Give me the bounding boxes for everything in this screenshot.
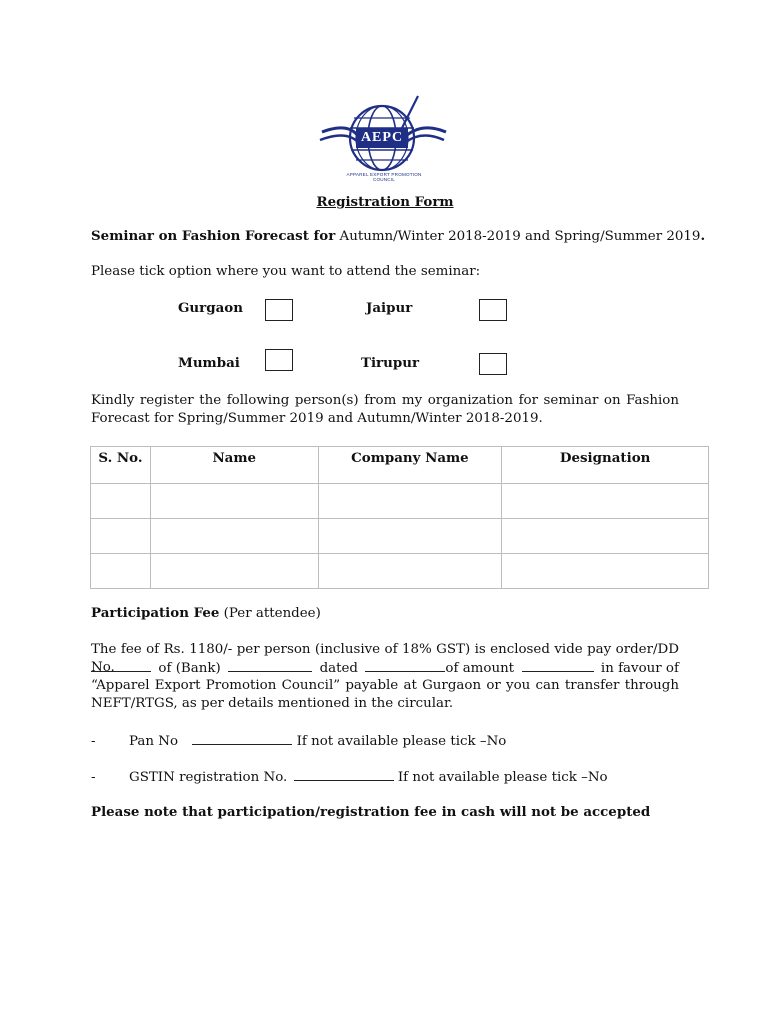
location-label-gurgaon: Gurgaon xyxy=(178,300,243,316)
cash-note: Please note that participation/registration fee in cash will not be accepted xyxy=(91,804,651,820)
fee-line-3: “Apparel Export Promotion Council” payable at Gurgaon or you can transfer through NEFT/RTGS, as per details mentioned in the circular. xyxy=(91,678,679,711)
table-cell[interactable] xyxy=(150,484,318,519)
table-row xyxy=(91,484,709,519)
jaipur-checkbox[interactable] xyxy=(479,299,507,321)
table-cell[interactable] xyxy=(502,519,709,554)
tirupur-checkbox[interactable] xyxy=(479,353,507,375)
seminar-line xyxy=(91,228,705,244)
of-amount-text: of amount xyxy=(445,661,515,676)
page-title: Registration Form xyxy=(316,194,454,210)
of-bank-text: of (Bank) xyxy=(158,661,221,676)
table-row xyxy=(91,519,709,554)
table-row xyxy=(91,554,709,589)
dated-text: dated xyxy=(319,661,358,676)
fee-line-1: The fee of Rs. 1180/- per person (inclusive of 18% GST) is enclosed vide pay order/DD No. xyxy=(91,642,679,675)
gstin-suffix: If not available please tick –No xyxy=(397,770,608,785)
pan-dash: - xyxy=(91,734,96,749)
pan-item xyxy=(91,732,506,749)
tick-instruction: Please tick option where you want to attend the seminar: xyxy=(91,264,481,279)
date-amount-group xyxy=(365,659,514,676)
seminar-label: Seminar on Fashion Forecast for xyxy=(91,228,336,244)
mumbai-checkbox[interactable] xyxy=(265,349,293,371)
in-favour-text: in favour of xyxy=(600,661,679,676)
header-name: Name xyxy=(150,447,318,484)
fee-heading: Participation Fee xyxy=(91,605,220,621)
date-field[interactable] xyxy=(365,659,445,672)
fee-line-2 xyxy=(91,659,679,677)
gstin-field[interactable] xyxy=(294,768,394,781)
gstin-item xyxy=(91,768,608,785)
amount-field[interactable] xyxy=(522,659,594,672)
table-cell[interactable] xyxy=(502,554,709,589)
table-header-row xyxy=(91,447,709,484)
bank-field[interactable] xyxy=(228,659,312,672)
pan-suffix: If not available please tick –No xyxy=(296,734,507,749)
seminar-end: . xyxy=(700,228,706,244)
location-label-mumbai: Mumbai xyxy=(178,355,240,371)
gstin-dash: - xyxy=(91,770,96,785)
table-cell[interactable] xyxy=(91,519,151,554)
table-cell[interactable] xyxy=(150,519,318,554)
gstin-label: GSTIN registration No. xyxy=(129,770,288,785)
logo-text: AEPC xyxy=(360,130,404,145)
aepc-logo xyxy=(318,92,450,188)
location-label-tirupur: Tirupur xyxy=(361,355,419,371)
logo-arc-text: APPAREL EXPORT PROMOTION COUNCIL xyxy=(346,172,422,182)
table-cell[interactable] xyxy=(91,554,151,589)
table-cell[interactable] xyxy=(91,484,151,519)
attendee-table xyxy=(90,446,709,589)
register-paragraph: Kindly register the following person(s) from my organization for seminar on Fashion Forecast for Spring/Summer 2019 and Autumn/Winter 2018-2019. xyxy=(91,393,679,426)
header-company-name: Company Name xyxy=(318,447,502,484)
dd-number-field[interactable] xyxy=(91,659,151,672)
header-sno: S. No. xyxy=(91,447,151,484)
fee-heading-line xyxy=(91,605,321,621)
table-cell[interactable] xyxy=(502,484,709,519)
table-cell[interactable] xyxy=(150,554,318,589)
seminar-text: Autumn/Winter 2018-2019 and Spring/Summer 2019 xyxy=(335,229,701,244)
table-cell[interactable] xyxy=(318,484,502,519)
location-label-jaipur: Jaipur xyxy=(366,300,413,316)
header-designation: Designation xyxy=(502,447,709,484)
pan-label: Pan No xyxy=(129,734,179,749)
gurgaon-checkbox[interactable] xyxy=(265,299,293,321)
table-cell[interactable] xyxy=(318,519,502,554)
fee-heading-note: (Per attendee) xyxy=(219,606,321,621)
pan-field[interactable] xyxy=(192,732,292,745)
table-cell[interactable] xyxy=(318,554,502,589)
